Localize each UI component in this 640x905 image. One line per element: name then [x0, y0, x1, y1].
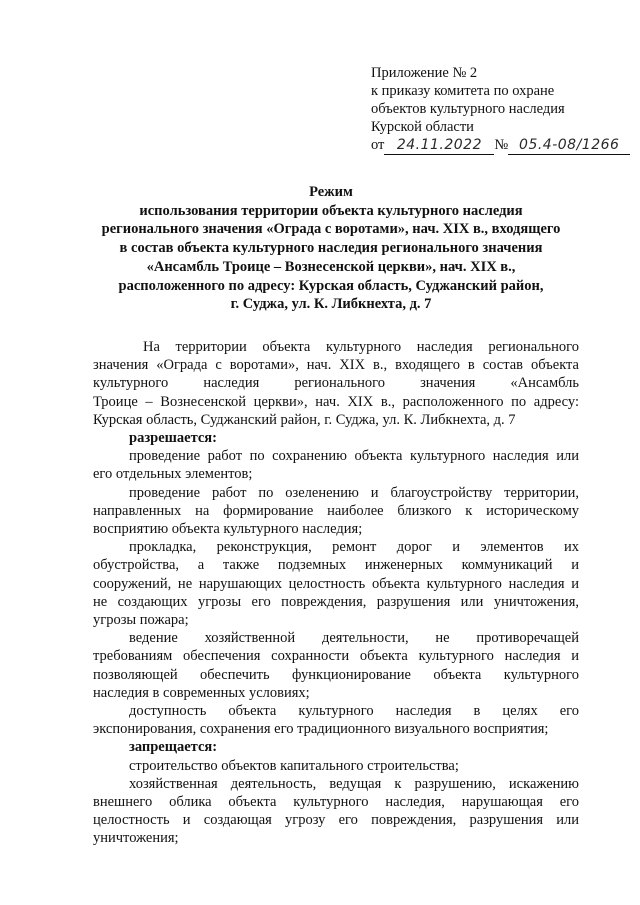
- text-line: Троице – Вознесенской церкви», нач. XIX в., расположенного по адресу:: [93, 393, 579, 410]
- text-line: прокладка, реконструкция, ремонт дорог и элементов их: [129, 539, 579, 556]
- document-title: [92, 183, 570, 314]
- text-line: ведение хозяйственной деятельности, не противоречащей: [129, 630, 579, 647]
- title-line: расположенного по адресу: Курская область, Суджанский район,: [118, 277, 544, 294]
- text-line: проведение работ по сохранению объекта культурного наследия или: [129, 448, 579, 465]
- forbidden-item: [93, 775, 579, 848]
- text-line: сооружений, не нарушающих целостность объекта культурного наследия и: [93, 575, 579, 592]
- text-line: наследия в современных условиях;: [93, 684, 310, 701]
- text-line: строительство объектов капитального строительства;: [129, 757, 459, 774]
- text-line: На территории объекта культурного наследия регионального: [143, 339, 579, 355]
- text-line: требованиям обеспечения сохранности объекта культурного наследия и: [93, 648, 579, 665]
- allowed-item: [93, 538, 579, 629]
- appendix-block: [371, 64, 630, 155]
- text-line: направленных на формирование наиболее близкого к историческому: [93, 502, 579, 519]
- text-line: хозяйственная деятельность, ведущая к разрушению, искажению: [129, 775, 579, 792]
- title-line: г. Суджа, ул. К. Либкнехта, д. 7: [230, 296, 432, 313]
- allowed-item: [93, 447, 579, 483]
- text-line: внешнего облика объекта культурного наследия, нарушающая его: [93, 794, 579, 811]
- text-line: Курская область, Суджанский район, г. Суджа, ул. К. Либкнехта, д. 7: [93, 411, 516, 428]
- number-label: №: [494, 137, 509, 153]
- appendix-line: к приказу комитета по охране: [371, 83, 555, 99]
- text-line: культурного наследия регионального значения «Ансамбль: [93, 375, 579, 392]
- from-label: от: [371, 137, 385, 153]
- appendix-line: Курской области: [371, 119, 474, 135]
- text-line: проведение работ по озеленению и благоустройству территории,: [129, 484, 579, 501]
- appendix-line: объектов культурного наследия: [371, 101, 565, 117]
- title-line: в состав объекта культурного наследия регионального значения: [119, 240, 543, 257]
- text-line: доступность объекта культурного наследия в целях его: [129, 703, 579, 720]
- text-line: значения «Ограда с воротами», нач. XIX в., входящего в состав объекта: [93, 357, 579, 374]
- text-line: не создающих угрозы его повреждения, разрушения или уничтожения,: [93, 593, 579, 610]
- document-body: [93, 338, 579, 848]
- title-line: использования территории объекта культурного наследия: [139, 202, 523, 219]
- handwritten-order-number: 05.4-08/1266: [508, 136, 630, 155]
- title-line: «Ансамбль Троице – Вознесенской церкви», нач. XIX в.,: [146, 258, 516, 275]
- handwritten-date: 24.11.2022: [384, 136, 494, 155]
- order-date-number-line: [371, 136, 630, 155]
- text-line: уничтожения;: [93, 830, 179, 847]
- forbidden-item: [93, 757, 579, 775]
- text-line: обустройства, а также подземных инженерных коммуникаций и: [93, 557, 579, 574]
- intro-paragraph: [93, 338, 579, 429]
- text-line: экспонирования, сохранения его традиционного визуального восприятия;: [93, 721, 549, 738]
- text-line: позволяющей обеспечить функционирование объекта культурного: [93, 666, 579, 683]
- appendix-line: Приложение № 2: [371, 65, 478, 81]
- forbidden-heading: запрещается:: [129, 739, 218, 756]
- allowed-item: [93, 484, 579, 539]
- title-line: регионального значения «Ограда с воротами», нач. XIX в., входящего: [101, 221, 561, 238]
- text-line: угрозы пожара;: [93, 612, 189, 629]
- allowed-heading: разрешается:: [129, 430, 217, 447]
- text-line: его отдельных элементов;: [93, 466, 253, 483]
- allowed-item: [93, 629, 579, 702]
- text-line: восприятию объекта культурного наследия;: [93, 521, 363, 538]
- title-heading: Режим: [309, 184, 353, 200]
- text-line: целостность и создающая угрозу его повреждения, разрушения или: [93, 812, 579, 829]
- allowed-item: [93, 702, 579, 738]
